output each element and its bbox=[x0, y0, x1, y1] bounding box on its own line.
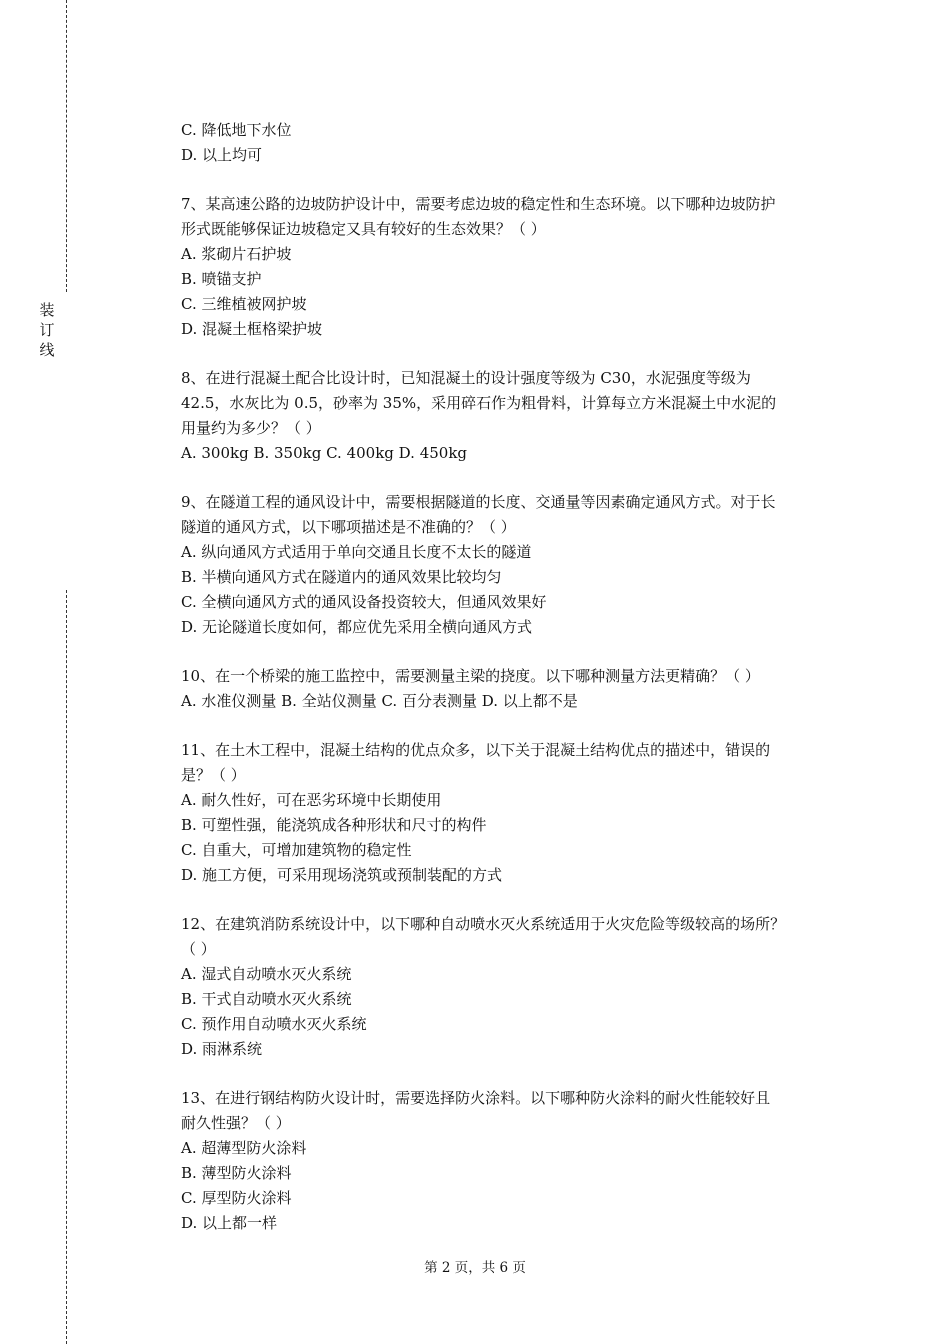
text-line: D. 雨淋系统 bbox=[181, 1040, 263, 1058]
text-line: A. 水准仪测量 B. 全站仪测量 C. 百分表测量 D. 以上都不是 bbox=[181, 692, 578, 710]
text-line: （ ） bbox=[181, 940, 216, 958]
text-line: D. 以上均可 bbox=[181, 146, 263, 164]
question-content bbox=[181, 118, 851, 1236]
question-block bbox=[181, 912, 851, 1062]
text-line: 42.5，水灰比为 0.5，砂率为 35%，采用碎石作为粗骨料，计算每立方米混凝土中水泥的 bbox=[181, 394, 777, 412]
text-line: A. 耐久性好，可在恶劣环境中长期使用 bbox=[181, 791, 442, 809]
text-line: A. 浆砌片石护坡 bbox=[181, 245, 292, 263]
text-line: 9、在隧道工程的通风设计中，需要根据隧道的长度、交通量等因素确定通风方式。对于长 bbox=[181, 493, 776, 511]
text-line: 是？（ ） bbox=[181, 766, 246, 784]
binding-label-char: 订 bbox=[39, 321, 55, 339]
text-line: C. 厚型防火涂料 bbox=[181, 1189, 292, 1207]
text-line: 8、在进行混凝土配合比设计时，已知混凝土的设计强度等级为 C30，水泥强度等级为 bbox=[181, 369, 751, 387]
text-line: C. 预作用自动喷水灭火系统 bbox=[181, 1015, 367, 1033]
text-line: C. 自重大，可增加建筑物的稳定性 bbox=[181, 841, 412, 859]
question-block bbox=[181, 1086, 851, 1236]
text-line: D. 无论隧道长度如何，都应优先采用全横向通风方式 bbox=[181, 618, 533, 636]
text-line: D. 混凝土框格梁护坡 bbox=[181, 320, 323, 338]
text-line: B. 半横向通风方式在隧道内的通风效果比较均匀 bbox=[181, 568, 502, 586]
text-line: 隧道的通风方式，以下哪项描述是不准确的？（ ） bbox=[181, 518, 516, 536]
text-line: 耐久性强？（ ） bbox=[181, 1114, 291, 1132]
page-number: 第 2 页，共 6 页 bbox=[424, 1260, 526, 1276]
binding-line-lower bbox=[66, 590, 67, 1344]
block-spacer bbox=[181, 888, 851, 912]
binding-label bbox=[36, 300, 58, 360]
text-line: B. 可塑性强，能浇筑成各种形状和尺寸的构件 bbox=[181, 816, 487, 834]
text-line: 13、在进行钢结构防火设计时，需要选择防火涂料。以下哪种防火涂料的耐火性能较好且 bbox=[181, 1089, 771, 1107]
block-spacer bbox=[181, 168, 851, 192]
text-line: C. 降低地下水位 bbox=[181, 121, 292, 139]
binding-label-char: 线 bbox=[39, 341, 55, 359]
text-line: B. 薄型防火涂料 bbox=[181, 1164, 292, 1182]
text-line: C. 全横向通风方式的通风设备投资较大，但通风效果好 bbox=[181, 593, 547, 611]
question-block bbox=[181, 366, 851, 466]
text-line: 形式既能够保证边坡稳定又具有较好的生态效果？（ ） bbox=[181, 220, 546, 238]
binding-line-upper bbox=[66, 0, 67, 292]
text-line: A. 纵向通风方式适用于单向交通且长度不太长的隧道 bbox=[181, 543, 532, 561]
text-line: 10、在一个桥梁的施工监控中，需要测量主梁的挠度。以下哪种测量方法更精确？（ ） bbox=[181, 667, 760, 685]
text-line: D. 以上都一样 bbox=[181, 1214, 278, 1232]
text-line: A. 湿式自动喷水灭火系统 bbox=[181, 965, 352, 983]
block-spacer bbox=[181, 714, 851, 738]
question-block bbox=[181, 490, 851, 640]
text-line: 11、在土木工程中，混凝土结构的优点众多，以下关于混凝土结构优点的描述中，错误的 bbox=[181, 741, 771, 759]
text-line: D. 施工方便，可采用现场浇筑或预制装配的方式 bbox=[181, 866, 503, 884]
question-options-continued bbox=[181, 118, 851, 168]
text-line: A. 超薄型防火涂料 bbox=[181, 1139, 307, 1157]
block-spacer bbox=[181, 466, 851, 490]
block-spacer bbox=[181, 640, 851, 664]
block-spacer bbox=[181, 1062, 851, 1086]
text-line: 12、在建筑消防系统设计中，以下哪种自动喷水灭火系统适用于火灾危险等级较高的场所？ bbox=[181, 915, 786, 933]
question-block bbox=[181, 664, 851, 714]
text-line: C. 三维植被网护坡 bbox=[181, 295, 307, 313]
block-spacer bbox=[181, 342, 851, 366]
text-line: A. 300kg B. 350kg C. 400kg D. 450kg bbox=[181, 444, 468, 462]
binding-label-char: 装 bbox=[39, 301, 55, 319]
text-line: B. 喷锚支护 bbox=[181, 270, 262, 288]
text-line: 7、某高速公路的边坡防护设计中，需要考虑边坡的稳定性和生态环境。以下哪种边坡防护 bbox=[181, 195, 776, 213]
text-line: B. 干式自动喷水灭火系统 bbox=[181, 990, 352, 1008]
question-block bbox=[181, 192, 851, 342]
question-block bbox=[181, 738, 851, 888]
text-line: 用量约为多少？（ ） bbox=[181, 419, 321, 437]
